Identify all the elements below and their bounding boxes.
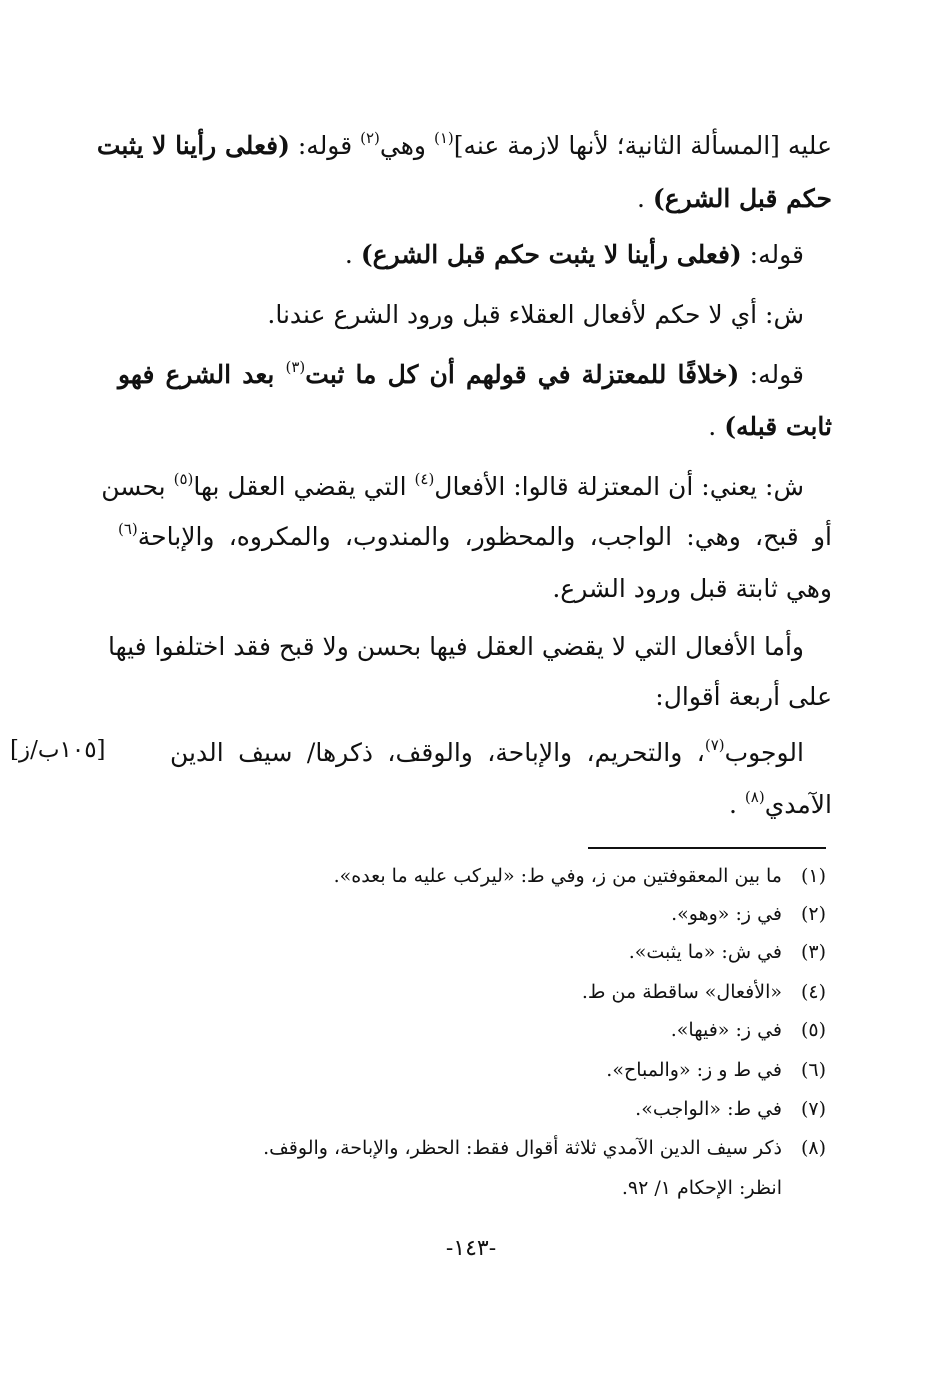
text-line-8 bbox=[118, 522, 832, 552]
text: . bbox=[344, 240, 353, 269]
footnote-text: في ش: «ما يثبت». bbox=[628, 941, 782, 963]
text-line-12 bbox=[170, 738, 804, 768]
footnote-8 bbox=[140, 1136, 826, 1160]
text-line-9: وهي ثابتة قبل ورود الشرع. bbox=[552, 574, 832, 603]
text: بحسن bbox=[101, 472, 174, 501]
text: قوله: bbox=[741, 240, 804, 269]
text: . bbox=[708, 412, 717, 441]
text: وهي bbox=[379, 131, 434, 160]
footnote-text: ذكر سيف الدين الآمدي ثلاثة أقوال فقط: الحظر، والإباحة، والوقف. bbox=[263, 1137, 782, 1159]
quoted-matn: (خلافًا للمعتزلة في قولهم أن كل ما ثبت bbox=[305, 360, 740, 389]
footnote-ref-2[interactable]: (٢) bbox=[360, 129, 380, 147]
text-line-4: ش: أي لا حكم لأفعال العقلاء قبل ورود الشرع عندنا. bbox=[267, 300, 804, 329]
text: الوجوب bbox=[724, 738, 804, 767]
footnote-text: في ز: «وهو». bbox=[671, 903, 782, 925]
footnote-divider bbox=[588, 847, 826, 849]
text: . bbox=[636, 184, 645, 213]
footnote-ref-3[interactable]: (٣) bbox=[285, 358, 306, 376]
footnote-ref-4[interactable]: (٤) bbox=[414, 470, 435, 488]
footnote-4 bbox=[140, 980, 826, 1004]
text-line-3 bbox=[118, 240, 804, 270]
text-line-2 bbox=[118, 184, 832, 214]
footnote-number: (٢) bbox=[800, 903, 826, 925]
footnote-8-continuation: انظر: الإحكام ١/ ٩٢. bbox=[621, 1177, 782, 1199]
footnote-number: (٦) bbox=[800, 1059, 826, 1081]
text: قوله: bbox=[289, 131, 361, 160]
footnote-ref-8[interactable]: (٨) bbox=[744, 788, 765, 806]
footnote-number: (١) bbox=[800, 865, 826, 887]
text: قوله: bbox=[739, 360, 804, 389]
text: ، والتحريم، والإباحة، والوقف، ذكرها/ سيف الدين bbox=[170, 738, 705, 767]
text-line-1 bbox=[96, 129, 832, 161]
text: . bbox=[729, 790, 745, 819]
footnote-number: (٤) bbox=[800, 981, 826, 1003]
footnote-7 bbox=[140, 1097, 826, 1121]
footnote-text: ما بين المعقوفتين من ز، وفي ط: «ليركب عليه ما بعده». bbox=[333, 865, 782, 887]
quoted-matn: (فعلى رأينا لا يثبت bbox=[96, 131, 290, 160]
footnote-number: (٣) bbox=[800, 941, 826, 963]
text: عليه [المسألة الثانية؛ لأنها لازمة عنه] bbox=[453, 131, 832, 160]
text: أو قبح، وهي: الواجب، والمحظور، والمندوب، والمكروه، والإباحة bbox=[137, 522, 832, 551]
text: ش: يعني: أن المعتزلة قالوا: الأفعال bbox=[434, 472, 804, 501]
manuscript-folio-ref: [١٠٥ب/ز] bbox=[10, 737, 106, 763]
footnote-text: في ز: «فيها». bbox=[670, 1019, 782, 1041]
text-line-11: على أربعة أقوال: bbox=[655, 682, 832, 711]
quoted-matn: حكم قبل الشرع) bbox=[652, 184, 832, 213]
footnote-6 bbox=[140, 1058, 826, 1082]
footnote-2 bbox=[140, 902, 826, 926]
footnote-text: في ط و ز: «والمباح». bbox=[606, 1059, 782, 1081]
page-number: -١٤٣- bbox=[445, 1236, 497, 1261]
text: الآمدي bbox=[764, 790, 832, 819]
text: التي يقضي العقل بها bbox=[193, 472, 415, 501]
footnote-3 bbox=[140, 940, 826, 964]
footnote-number: (٧) bbox=[800, 1098, 826, 1120]
footnote-1 bbox=[140, 864, 826, 888]
footnote-text: «الأفعال» ساقطة من ط. bbox=[581, 981, 782, 1003]
text-line-5 bbox=[118, 360, 804, 390]
text-line-13 bbox=[118, 790, 832, 820]
footnote-text: في ط: «الواجب». bbox=[635, 1098, 782, 1120]
quoted-matn: بعد الشرع فهو bbox=[118, 360, 286, 389]
footnote-5 bbox=[140, 1018, 826, 1042]
footnote-ref-5[interactable]: (٥) bbox=[173, 470, 194, 488]
text-line-7 bbox=[101, 470, 804, 502]
text-line-10: وأما الأفعال التي لا يقضي العقل فيها بحسن ولا قبح فقد اختلفوا فيها bbox=[107, 632, 804, 661]
footnote-number: (٨) bbox=[800, 1137, 826, 1159]
footnote-ref-7[interactable]: (٧) bbox=[704, 736, 725, 754]
footnote-number: (٥) bbox=[800, 1019, 826, 1041]
footnote-ref-1[interactable]: (١) bbox=[433, 129, 454, 147]
text-line-6 bbox=[118, 412, 832, 442]
quoted-matn: (فعلى رأينا لا يثبت حكم قبل الشرع) bbox=[360, 240, 742, 269]
footnote-ref-6[interactable]: (٦) bbox=[118, 520, 138, 538]
quoted-matn: ثابت قبله) bbox=[724, 412, 832, 441]
